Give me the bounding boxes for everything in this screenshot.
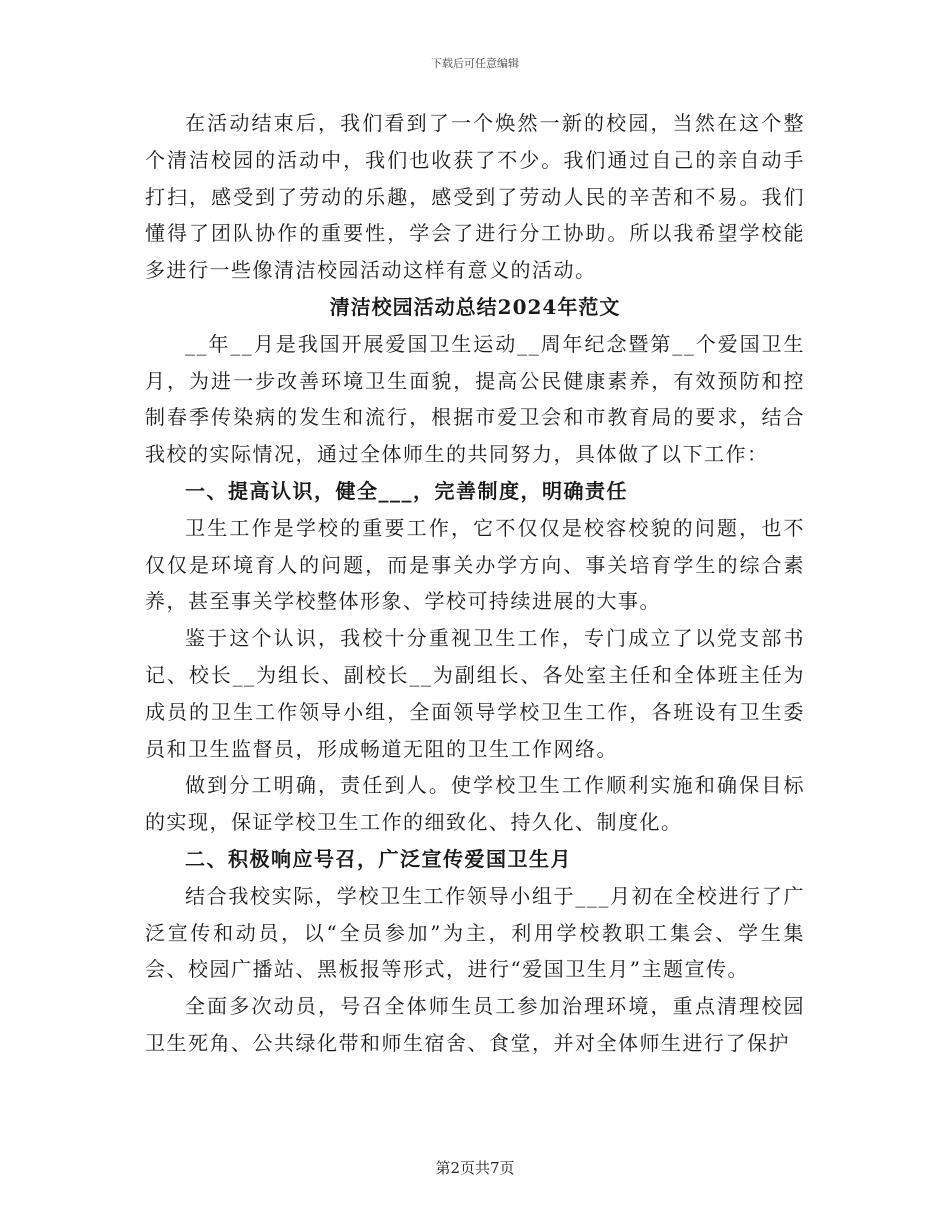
section-heading-1: 一、提高认识，健全___，完善制度，明确责任 (185, 478, 628, 503)
page-number: 第2页共7页 (435, 1159, 515, 1177)
paragraph-6: 全面多次动员，号召全体师生员工参加治理环境，重点清理校园卫生死角、公共绿化带和师生宿舍、食堂，并对全体师生进行了保护 (145, 994, 805, 1055)
paragraph-2: 卫生工作是学校的重要工作，它不仅仅是校容校貌的问题，也不仅仅是环境育人的问题，而是事关办学方向、事关培育学生的综合素养，甚至事关学校整体形象、学校可持续进展的大事。 (145, 515, 805, 614)
paragraph-4: 做到分工明确，责任到人。使学校卫生工作顺利实施和确保目标的实现，保证学校卫生工作的细致化、持久化、制度化。 (145, 773, 805, 835)
paragraph-1: __年__月是我国开展爱国卫生运动__周年纪念暨第__个爱国卫生月，为进一步改善环境卫生面貌，提高公民健康素养，有效预防和控制春季传染病的发生和流行，根据市爱卫会和市教育局的要求，结合我校的实际情况，通过全体师生的共同努力，具体做了以下工作： (145, 331, 805, 467)
section-heading-2: 二、积极响应号召，广泛宣传爱国卫生月 (185, 846, 572, 871)
paragraph-intro: 在活动结束后，我们看到了一个焕然一新的校园，当然在这个整个清洁校园的活动中，我们也收获了不少。我们通过自己的亲自动手打扫，感受到了劳动的乐趣，感受到了劳动人民的辛苦和不易。我们懂得了团队协作的重要性，学会了进行分工协助。所以我希望学校能多进行一些像清洁校园活动这样有意义的活动。 (145, 111, 805, 283)
page-header-note: 下载后可任意编辑 (431, 57, 519, 70)
document-body (145, 105, 805, 1062)
paragraph-3: 鉴于这个认识，我校十分重视卫生工作，专门成立了以党支部书记、校长__为组长、副校长__为副组长、各处室主任和全体班主任为成员的卫生工作领导小组，全面领导学校卫生工作，各班设有卫生委员和卫生监督员，形成畅道无阻的卫生工作网络。 (145, 626, 805, 761)
paragraph-5: 结合我校实际，学校卫生工作领导小组于___月初在全校进行了广泛宣传和动员，以“全员参加”为主，利用学校教职工集会、学生集会、校园广播站、黑板报等形式，进行“爱国卫生月”主题宣传。 (145, 883, 805, 982)
document-title: 清洁校园活动总结2024年范文 (329, 294, 621, 319)
